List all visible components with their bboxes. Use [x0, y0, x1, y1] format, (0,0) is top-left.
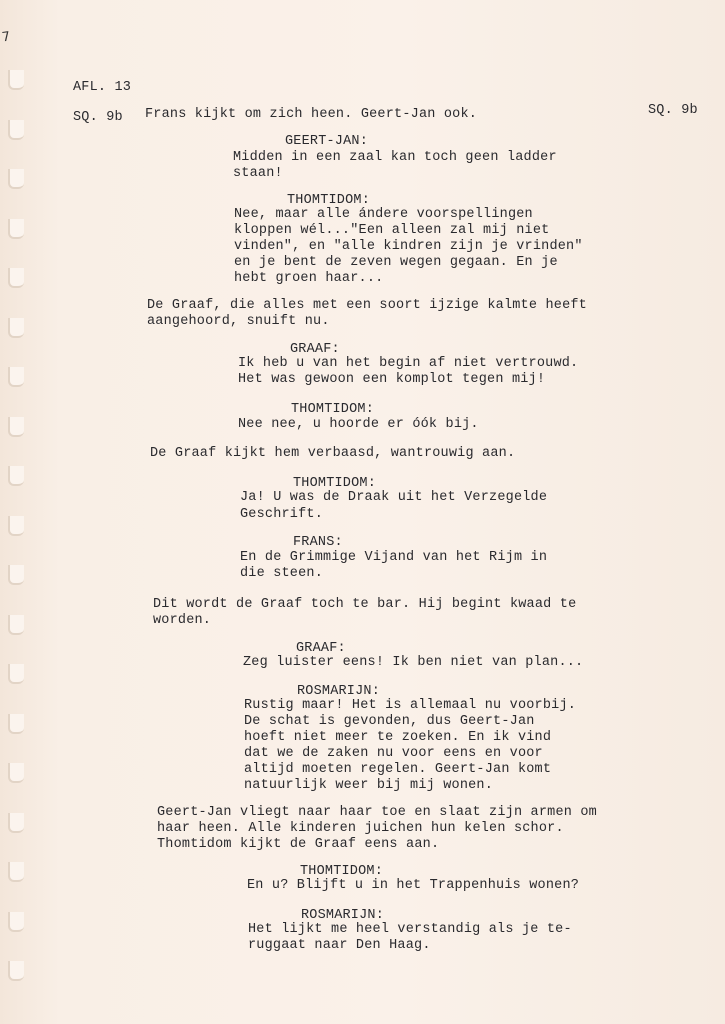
sequence-label-left: SQ. 9b [73, 110, 123, 125]
dialogue-line: vinden", en "alle kindren zijn je vrinden" [234, 239, 583, 254]
speaker-thomtidom: THOMTIDOM: [291, 402, 375, 417]
action-line: haar heen. Alle kinderen juichen hun kelen schor. [157, 821, 564, 836]
speaker-graaf: GRAAF: [296, 641, 346, 656]
binder-hole [8, 318, 24, 338]
dialogue-line: en je bent de zeven wegen gegaan. En je [234, 255, 558, 270]
binder-hole [8, 466, 24, 486]
binder-hole [8, 961, 24, 981]
episode-label: AFL. 13 [73, 80, 132, 95]
speaker-graaf: GRAAF: [290, 342, 340, 357]
action-line: Geert-Jan vliegt naar haar toe en slaat zijn armen om [157, 805, 597, 820]
speaker-rosmarijn: ROSMARIJN: [301, 908, 385, 923]
speaker-thomtidom: THOMTIDOM: [293, 476, 377, 491]
dialogue-line: En u? Blijft u in het Trappenhuis wonen? [247, 878, 580, 893]
binder-hole [8, 664, 24, 684]
dialogue-line: hebt groen haar... [234, 271, 384, 286]
dialogue-line: staan! [233, 166, 283, 181]
binder-hole [8, 516, 24, 536]
action-line: De Graaf kijkt hem verbaasd, wantrouwig aan. [150, 446, 516, 461]
binder-hole [8, 367, 24, 387]
binder-hole [8, 219, 24, 239]
binder-hole [8, 417, 24, 437]
speaker-thomtidom: THOMTIDOM: [287, 193, 371, 208]
action-line: Dit wordt de Graaf toch te bar. Hij begint kwaad te [153, 597, 577, 612]
action-line: worden. [153, 613, 212, 628]
dialogue-line: Nee nee, u hoorde er óók bij. [238, 417, 479, 432]
binder-hole [8, 763, 24, 783]
binder-hole [8, 615, 24, 635]
handwritten-page-number: 7 [0, 29, 12, 46]
speaker-rosmarijn: ROSMARIJN: [297, 684, 381, 699]
dialogue-line: De schat is gevonden, dus Geert-Jan [244, 714, 535, 729]
binder-hole [8, 714, 24, 734]
dialogue-line: Het was gewoon een komplot tegen mij! [238, 372, 546, 387]
action-line: De Graaf, die alles met een soort ijzige kalmte heeft [147, 298, 587, 313]
sequence-label-right: SQ. 9b [648, 103, 698, 118]
dialogue-line: En de Grimmige Vijand van het Rijm in [240, 550, 548, 565]
binder-hole [8, 169, 24, 189]
speaker-frans: FRANS: [293, 535, 343, 550]
dialogue-line: kloppen wél..."Een alleen zal mij niet [234, 223, 550, 238]
speaker-thomtidom: THOMTIDOM: [300, 864, 384, 879]
dialogue-line: die steen. [240, 566, 324, 581]
binder-hole [8, 862, 24, 882]
binder-hole [8, 120, 24, 140]
dialogue-line: hoeft niet meer te zoeken. En ik vind [244, 730, 552, 745]
dialogue-line: ruggaat naar Den Haag. [248, 938, 431, 953]
dialogue-line: Zeg luister eens! Ik ben niet van plan... [243, 655, 584, 670]
dialogue-line: dat we de zaken nu voor eens en voor [244, 746, 543, 761]
opening-action: Frans kijkt om zich heen. Geert-Jan ook. [145, 107, 478, 122]
dialogue-line: Ik heb u van het begin af niet vertrouwd. [238, 356, 579, 371]
dialogue-line: altijd moeten regelen. Geert-Jan komt [244, 762, 552, 777]
binder-hole [8, 912, 24, 932]
speaker-geert-jan: GEERT-JAN: [285, 134, 369, 149]
dialogue-line: Ja! U was de Draak uit het Verzegelde [240, 490, 548, 505]
binder-hole [8, 565, 24, 585]
binder-hole [8, 268, 24, 288]
binder-hole [8, 813, 24, 833]
action-line: aangehoord, snuift nu. [147, 314, 330, 329]
dialogue-line: natuurlijk weer bij mij wonen. [244, 778, 494, 793]
dialogue-line: Het lijkt me heel verstandig als je te- [248, 922, 572, 937]
dialogue-line: Nee, maar alle ándere voorspellingen [234, 207, 533, 222]
dialogue-line: Rustig maar! Het is allemaal nu voorbij. [244, 698, 577, 713]
dialogue-line: Midden in een zaal kan toch geen ladder [233, 150, 557, 165]
action-line: Thomtidom kijkt de Graaf eens aan. [157, 837, 440, 852]
dialogue-line: Geschrift. [240, 507, 324, 522]
binder-hole [8, 70, 24, 90]
binder-holes [8, 70, 28, 1010]
